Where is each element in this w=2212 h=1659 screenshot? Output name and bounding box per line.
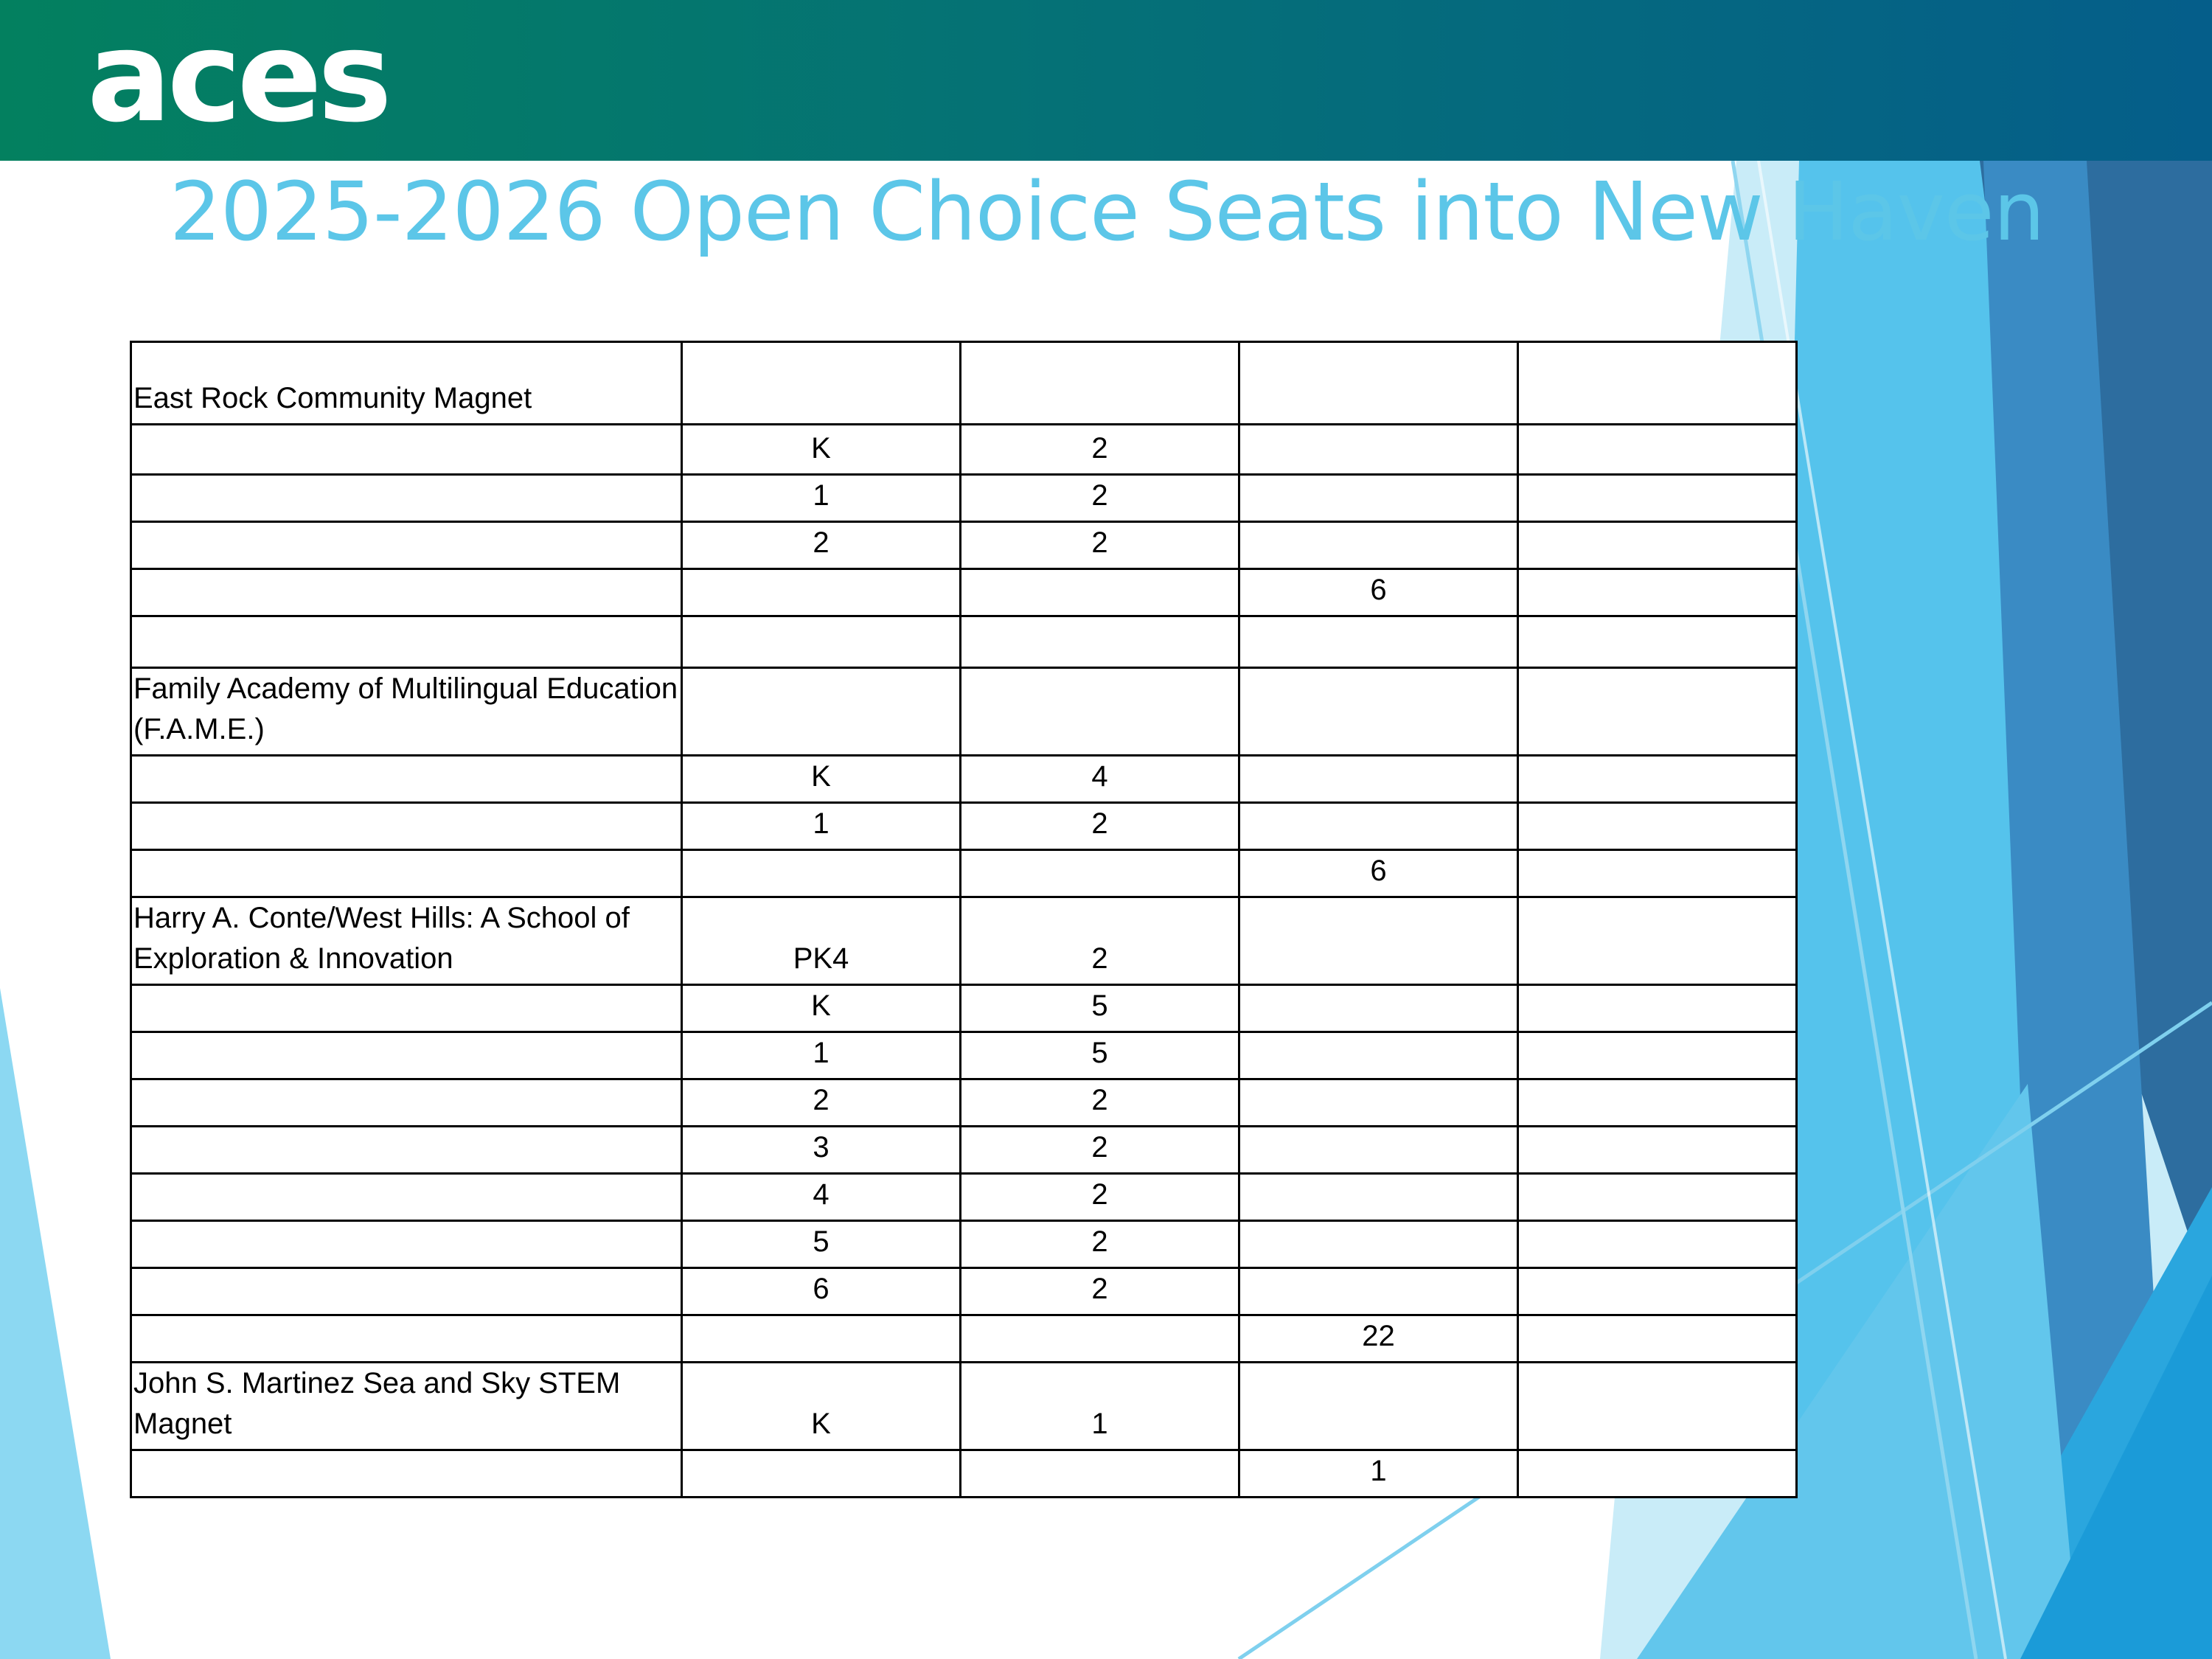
seats-cell: 2: [961, 1174, 1239, 1221]
seats-cell: 2: [961, 1127, 1239, 1174]
seats-cell: [961, 850, 1239, 897]
extra-cell: [1518, 1268, 1797, 1315]
extra-cell: [1518, 668, 1797, 756]
extra-cell: [1518, 1032, 1797, 1079]
extra-cell: [1518, 1450, 1797, 1498]
total-cell: [1239, 985, 1518, 1032]
extra-cell: [1518, 985, 1797, 1032]
table-row: [131, 985, 1797, 1032]
extra-cell: [1518, 1363, 1797, 1450]
seats-cell: 2: [961, 803, 1239, 850]
school-cell: [131, 1032, 682, 1079]
total-cell: [1239, 897, 1518, 985]
school-cell: [131, 1221, 682, 1268]
school-cell: Family Academy of Multilingual Education (F.A.M.E.): [131, 668, 682, 756]
total-cell: [1239, 616, 1518, 668]
school-cell: [131, 1450, 682, 1498]
seats-cell: [961, 616, 1239, 668]
school-cell: East Rock Community Magnet: [131, 342, 682, 425]
grade-cell: K: [682, 985, 961, 1032]
extra-cell: [1518, 569, 1797, 616]
total-cell: 1: [1239, 1450, 1518, 1498]
grade-cell: [682, 668, 961, 756]
seats-cell: [961, 1315, 1239, 1363]
grade-cell: PK4: [682, 897, 961, 985]
seats-cell: [961, 1450, 1239, 1498]
total-cell: [1239, 803, 1518, 850]
extra-cell: [1518, 1221, 1797, 1268]
extra-cell: [1518, 897, 1797, 985]
grade-cell: 6: [682, 1268, 961, 1315]
seats-cell: 2: [961, 1221, 1239, 1268]
extra-cell: [1518, 475, 1797, 522]
table-row: [131, 668, 1797, 756]
grade-cell: [682, 850, 961, 897]
total-cell: [1239, 1221, 1518, 1268]
extra-cell: [1518, 342, 1797, 425]
extra-cell: [1518, 1079, 1797, 1127]
total-cell: [1239, 756, 1518, 803]
table-row: [131, 475, 1797, 522]
school-cell: [131, 1315, 682, 1363]
grade-cell: 2: [682, 1079, 961, 1127]
school-cell: [131, 569, 682, 616]
aces-logo: aces: [87, 4, 388, 150]
grade-cell: 4: [682, 1174, 961, 1221]
grade-cell: 1: [682, 803, 961, 850]
total-cell: [1239, 1268, 1518, 1315]
grade-cell: [682, 1450, 961, 1498]
total-cell: [1239, 475, 1518, 522]
table-row: [131, 1315, 1797, 1363]
table-row: [131, 756, 1797, 803]
total-cell: [1239, 522, 1518, 569]
seats-cell: 2: [961, 897, 1239, 985]
seats-cell: 4: [961, 756, 1239, 803]
table-row: [131, 1221, 1797, 1268]
school-cell: [131, 803, 682, 850]
seats-cell: 5: [961, 1032, 1239, 1079]
table-row: [131, 1363, 1797, 1450]
grade-cell: 1: [682, 475, 961, 522]
grade-cell: [682, 616, 961, 668]
grade-cell: [682, 1315, 961, 1363]
extra-cell: [1518, 425, 1797, 475]
extra-cell: [1518, 1127, 1797, 1174]
table-row: [131, 1127, 1797, 1174]
total-cell: [1239, 668, 1518, 756]
table-row: [131, 1032, 1797, 1079]
school-cell: [131, 616, 682, 668]
total-cell: 6: [1239, 569, 1518, 616]
total-cell: [1239, 1079, 1518, 1127]
decor-band-left: [0, 988, 111, 1659]
page-title: 2025-2026 Open Choice Seats into New Haven: [170, 164, 2045, 259]
seats-cell: 2: [961, 425, 1239, 475]
grade-cell: K: [682, 1363, 961, 1450]
table-row: [131, 897, 1797, 985]
header-bar: [0, 0, 2212, 161]
extra-cell: [1518, 803, 1797, 850]
table-row: [131, 1174, 1797, 1221]
table-row: [131, 522, 1797, 569]
table-row: [131, 1268, 1797, 1315]
grade-cell: [682, 569, 961, 616]
extra-cell: [1518, 756, 1797, 803]
seats-cell: [961, 569, 1239, 616]
extra-cell: [1518, 1315, 1797, 1363]
grade-cell: [682, 342, 961, 425]
seats-cell: 2: [961, 475, 1239, 522]
table-row: [131, 569, 1797, 616]
table-row: [131, 850, 1797, 897]
seats-cell: 2: [961, 1079, 1239, 1127]
open-choice-seats-table: [130, 341, 1798, 1498]
extra-cell: [1518, 850, 1797, 897]
seats-cell: [961, 668, 1239, 756]
school-cell: [131, 425, 682, 475]
total-cell: 22: [1239, 1315, 1518, 1363]
table-row: [131, 1079, 1797, 1127]
total-cell: 6: [1239, 850, 1518, 897]
table-row: [131, 616, 1797, 668]
school-cell: [131, 756, 682, 803]
table-row: [131, 342, 1797, 425]
table-row: [131, 1450, 1797, 1498]
school-cell: John S. Martinez Sea and Sky STEM Magnet: [131, 1363, 682, 1450]
table-row: [131, 803, 1797, 850]
grade-cell: K: [682, 425, 961, 475]
table-body: [131, 342, 1797, 1498]
school-cell: [131, 850, 682, 897]
school-cell: [131, 1079, 682, 1127]
total-cell: [1239, 1032, 1518, 1079]
seats-cell: 2: [961, 1268, 1239, 1315]
grade-cell: 3: [682, 1127, 961, 1174]
total-cell: [1239, 342, 1518, 425]
total-cell: [1239, 1127, 1518, 1174]
seats-cell: 5: [961, 985, 1239, 1032]
grade-cell: K: [682, 756, 961, 803]
extra-cell: [1518, 616, 1797, 668]
total-cell: [1239, 1174, 1518, 1221]
seats-cell: 2: [961, 522, 1239, 569]
school-cell: [131, 1127, 682, 1174]
extra-cell: [1518, 522, 1797, 569]
total-cell: [1239, 425, 1518, 475]
table-row: [131, 425, 1797, 475]
school-cell: [131, 985, 682, 1032]
school-cell: Harry A. Conte/West Hills: A School of Exploration & Innovation: [131, 897, 682, 985]
seats-cell: 1: [961, 1363, 1239, 1450]
grade-cell: 2: [682, 522, 961, 569]
grade-cell: 5: [682, 1221, 961, 1268]
school-cell: [131, 475, 682, 522]
grade-cell: 1: [682, 1032, 961, 1079]
seats-cell: [961, 342, 1239, 425]
total-cell: [1239, 1363, 1518, 1450]
school-cell: [131, 1174, 682, 1221]
extra-cell: [1518, 1174, 1797, 1221]
school-cell: [131, 1268, 682, 1315]
school-cell: [131, 522, 682, 569]
